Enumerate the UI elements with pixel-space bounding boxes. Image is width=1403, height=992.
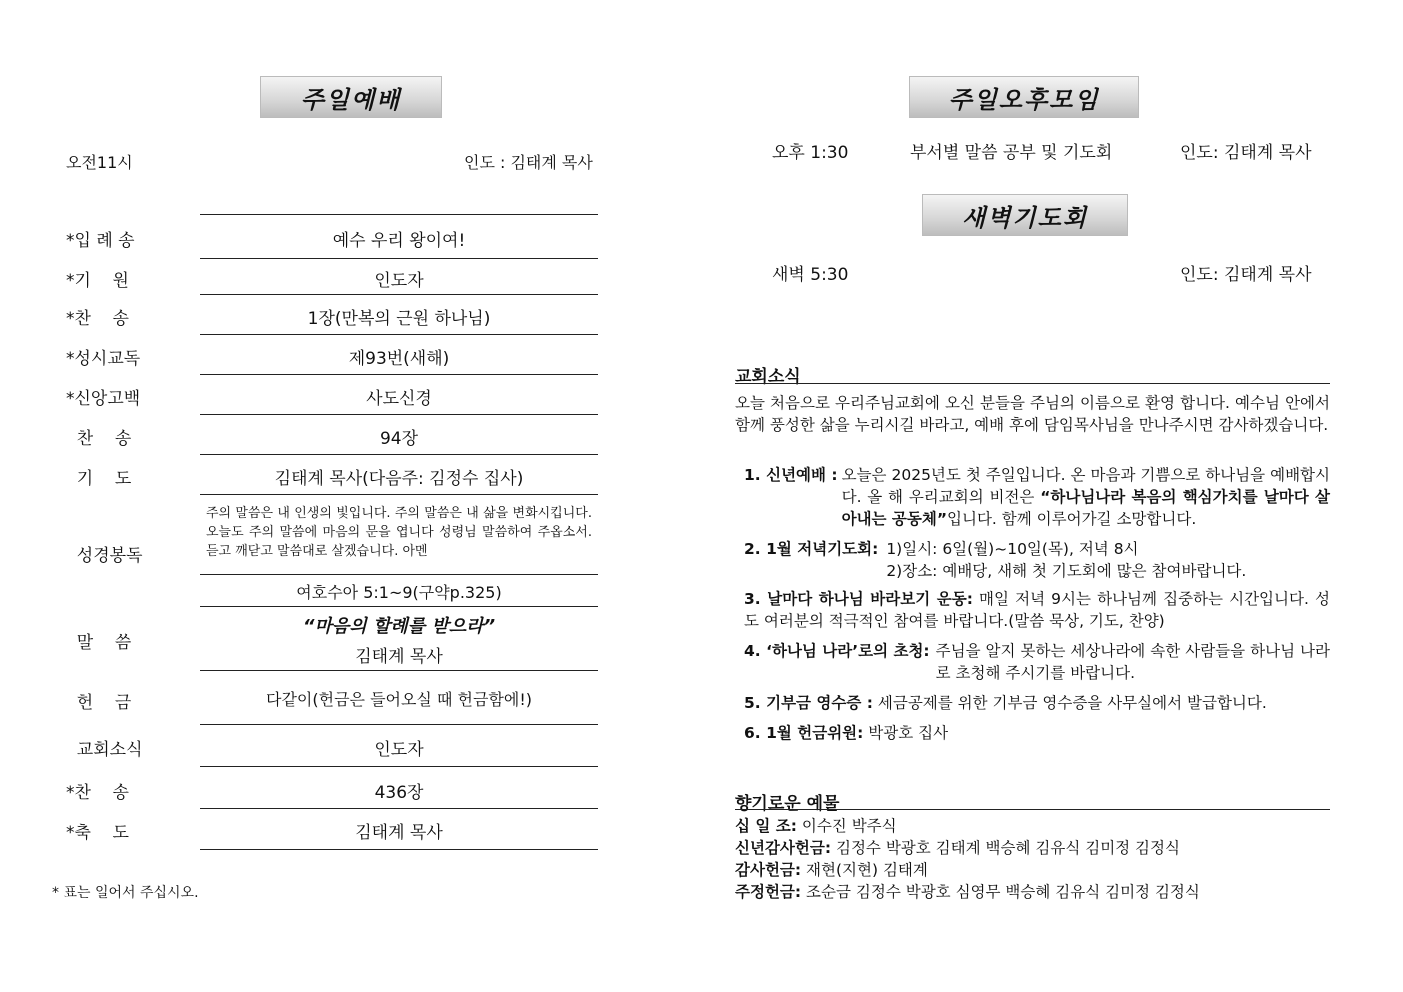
divider xyxy=(200,414,598,415)
offering-row xyxy=(735,814,897,836)
divider xyxy=(200,808,598,809)
dawn-leader: 인도: 김태계 목사 xyxy=(1180,265,1312,285)
order-label: 교회소식 xyxy=(66,740,143,760)
order-label: 헌 금 xyxy=(66,693,132,713)
news-line: 1)일시: 6일(월)~10일(목), 저녁 8시 xyxy=(886,540,1139,558)
sermon-title: “마음의 할례를 받으라” xyxy=(302,616,496,637)
news-item xyxy=(744,692,1330,714)
news-text: 입니다. 함께 이루어가길 소망합니다. xyxy=(947,510,1197,528)
offering-names: 이수진 박주식 xyxy=(801,817,897,835)
offering-label: 십 일 조: xyxy=(735,817,797,835)
worship-title xyxy=(260,76,442,118)
news-number: 4. xyxy=(744,642,761,660)
offering-names: 김정수 박광호 김태계 백승혜 김유식 김미정 김정식 xyxy=(835,839,1180,857)
news-number: 5. xyxy=(744,694,761,712)
divider xyxy=(200,494,598,495)
order-label: *찬 송 xyxy=(66,783,129,803)
news-number: 2. xyxy=(744,540,761,558)
offering-label: 신년감사헌금: xyxy=(735,839,832,857)
preacher: 김태계 목사 xyxy=(355,647,443,667)
afternoon-title-text: 주일오후모임 xyxy=(948,85,1100,114)
divider xyxy=(200,766,598,767)
divider xyxy=(200,214,598,215)
order-label: *신앙고백 xyxy=(66,389,141,409)
news-head: 1월 저녁기도회: xyxy=(766,540,879,558)
divider xyxy=(200,258,598,259)
news-item xyxy=(744,464,1330,530)
divider xyxy=(200,724,598,725)
order-label: 찬 송 xyxy=(66,429,132,449)
news-text: 박광호 집사 xyxy=(868,724,949,742)
news-item xyxy=(744,538,1330,582)
dawn-time: 새벽 5:30 xyxy=(772,265,849,285)
offering-label: 감사헌금: xyxy=(735,861,802,879)
scripture-reference: 여호수아 5:1~9(구약p.325) xyxy=(296,583,502,602)
news-text: 주님을 알지 못하는 세상나라에 속한 사람들을 하나님 나라로 초청해 주시기를 바랍니다. xyxy=(935,642,1330,682)
news-text: 매일 저녁 9시는 하나님께 집중하는 시간입니다. 성도 여러분의 적극적인 참여를 바랍니다.(말씀 묵상, 기도, 찬양) xyxy=(744,590,1330,630)
order-label: *기 원 xyxy=(66,271,129,291)
order-content: 94장 xyxy=(379,429,419,449)
news-number: 3. xyxy=(744,590,761,608)
offering-names: 재현(지현) 김태계 xyxy=(806,861,928,879)
order-content: 436장 xyxy=(374,783,424,803)
order-label: 기 도 xyxy=(66,469,132,489)
order-content: 인도자 xyxy=(374,271,424,291)
divider xyxy=(200,606,598,607)
scripture-prayer: 주의 말씀은 내 인생의 빛입니다. 주의 말씀은 내 삶을 변화시킵니다. 오늘도 주의 말씀에 마음의 문을 엽니다 성령님 말씀하여 주옵소서. 듣고 깨닫고 말씀대로 살겠습니다. 아멘 xyxy=(206,506,592,559)
news-line: 2)장소: 예배당, 새해 첫 기도회에 많은 참여바랍니다. xyxy=(886,562,1247,580)
divider xyxy=(200,670,598,671)
news-head: 기부금 영수증 : xyxy=(766,694,873,712)
news-head: 신년예배 : xyxy=(766,466,838,484)
news-head: 날마다 하나님 바라보기 운동: xyxy=(767,590,973,608)
news-item xyxy=(744,640,1330,684)
dawn-title xyxy=(922,194,1128,236)
worship-title-text: 주일예배 xyxy=(300,85,402,114)
news-number: 6. xyxy=(744,724,761,742)
order-content: 인도자 xyxy=(374,740,424,760)
news-title: 교회소식 xyxy=(735,367,801,387)
divider xyxy=(200,374,598,375)
divider xyxy=(735,383,1330,384)
news-number: 1. xyxy=(744,466,761,484)
dawn-title-text: 새벽기도회 xyxy=(962,203,1088,232)
order-content: 다같이(헌금은 들어오실 때 헌금함에!) xyxy=(266,690,532,709)
afternoon-time: 오후 1:30 xyxy=(772,143,849,163)
worship-time: 오전11시 xyxy=(66,153,133,172)
offering-names: 조순금 김정수 박광호 심영무 백승혜 김유식 김미정 김정식 xyxy=(806,883,1200,901)
news-text: 세금공제를 위한 기부금 영수증을 사무실에서 발급합니다. xyxy=(877,694,1267,712)
order-content: 예수 우리 왕이여! xyxy=(332,231,466,251)
order-label: 말 씀 xyxy=(66,633,132,653)
offering-row xyxy=(735,836,1180,858)
order-content: 제93번(새해) xyxy=(348,349,450,369)
divider xyxy=(200,294,598,295)
afternoon-desc: 부서별 말씀 공부 및 기도회 xyxy=(910,143,1113,163)
order-label: 성경봉독 xyxy=(66,546,143,566)
standing-footnote: * 표는 일어서 주십시오. xyxy=(52,885,199,901)
afternoon-title xyxy=(909,76,1139,118)
news-text: 오늘은 2025년도 첫 주일입니다. 온 마음과 기쁨으로 하나님을 예배합시다. 올 해 우리교회의 비전은 xyxy=(841,466,1330,506)
order-content: 사도신경 xyxy=(366,389,432,409)
offering-label: 주정헌금: xyxy=(735,883,802,901)
order-content: 1장(만복의 근원 하나님) xyxy=(307,309,491,329)
order-label: *찬 송 xyxy=(66,309,129,329)
news-head: ‘하나님 나라’로의 초청: xyxy=(766,642,930,660)
divider xyxy=(200,849,598,850)
news-item xyxy=(744,722,1330,744)
worship-leader: 인도 : 김태계 목사 xyxy=(464,153,593,172)
divider xyxy=(735,809,1330,810)
news-highlight: “하나님나라 복음의 핵심가치를 날마다 살아내는 공동체” xyxy=(841,488,1330,528)
order-content: 김태계 목사 xyxy=(355,823,443,843)
news-intro: 오늘 처음으로 우리주님교회에 오신 분들을 주님의 이름으로 환영 합니다. 예수님 안에서 함께 풍성한 삶을 누리시길 바라고, 예배 후에 담임목사님을 만나주시면 감사하겠습니다. xyxy=(735,394,1330,434)
offering-title: 향기로운 예물 xyxy=(735,794,840,814)
order-label: *축 도 xyxy=(66,823,129,843)
offering-row xyxy=(735,858,928,880)
offering-row xyxy=(735,880,1200,902)
afternoon-leader: 인도: 김태계 목사 xyxy=(1180,143,1312,163)
order-content: 김태계 목사(다음주: 김정수 집사) xyxy=(274,469,524,489)
news-head: 1월 헌금위원: xyxy=(766,724,864,742)
divider xyxy=(200,574,598,575)
news-item xyxy=(744,588,1330,632)
divider xyxy=(200,454,598,455)
order-label: *성시교독 xyxy=(66,349,141,369)
order-label: *입 례 송 xyxy=(66,231,135,251)
divider xyxy=(200,334,598,335)
